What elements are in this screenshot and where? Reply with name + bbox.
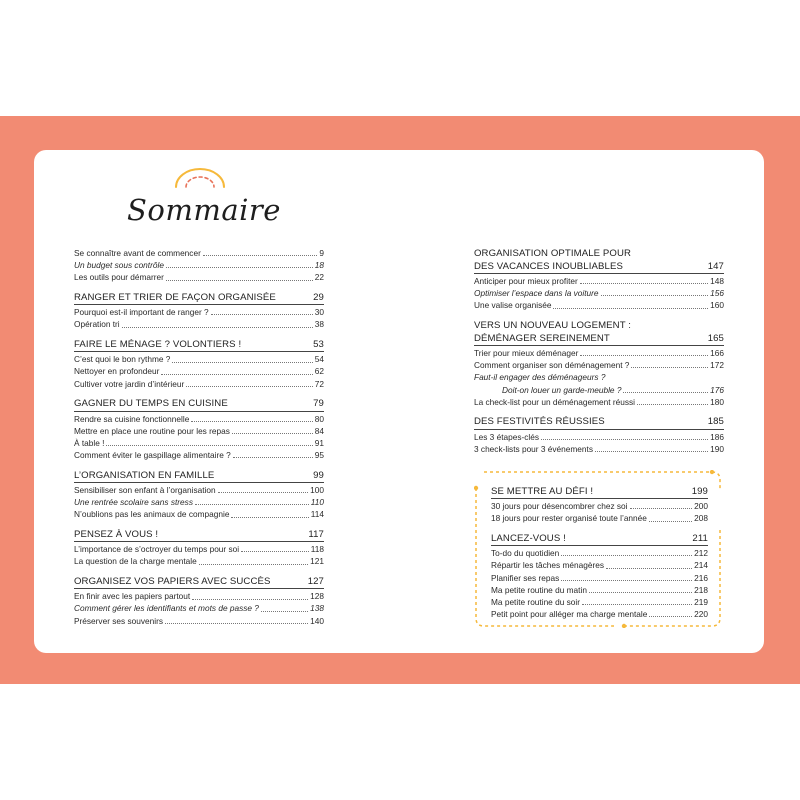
- toc-entry: [74, 437, 324, 449]
- dot-leader: [166, 280, 313, 281]
- challenge-box: [474, 470, 722, 628]
- page-number: 9: [319, 247, 324, 258]
- dot-leader: [241, 551, 309, 552]
- section-heading-line1: VERS UN NOUVEAU LOGEMENT :: [474, 320, 632, 332]
- entry-title: L’importance de s’octroyer du temps pour soi: [74, 544, 240, 555]
- page-number: 147: [707, 260, 724, 272]
- toc-right-column: [474, 248, 724, 455]
- entry-title: Ma petite routine du soir: [491, 596, 581, 607]
- dot-leader: [637, 404, 708, 405]
- toc-entry: [491, 512, 708, 524]
- entry-title: Optimiser l’espace dans la voiture: [474, 288, 599, 299]
- entry-title: Comment organiser son déménagement ?: [474, 360, 630, 371]
- toc-entry: [74, 496, 324, 508]
- page-number: 114: [310, 509, 324, 520]
- page-number: 62: [314, 366, 324, 377]
- toc-entry: [491, 608, 708, 620]
- dot-leader: [580, 355, 708, 356]
- dot-leader: [606, 568, 692, 569]
- entry-title: La question de la charge mentale: [74, 556, 197, 567]
- section-heading-line2-row: [474, 333, 724, 347]
- dot-leader: [122, 327, 313, 328]
- page-number: 72: [314, 378, 324, 389]
- dot-leader: [580, 283, 708, 284]
- page-number: 84: [314, 425, 324, 436]
- section-heading: [74, 339, 324, 352]
- toc-section: [74, 521, 324, 568]
- dot-leader: [192, 599, 308, 600]
- toc-entry: [491, 596, 708, 608]
- toc-entry: [474, 359, 724, 371]
- section-heading-text: ORGANISEZ VOS PAPIERS AVEC SUCCÈS: [74, 575, 271, 587]
- page-number: 166: [710, 348, 724, 359]
- dot-leader: [261, 611, 308, 612]
- toc-entry: [474, 443, 724, 455]
- toc-entry: [74, 603, 324, 615]
- section-heading: [74, 576, 324, 589]
- dot-leader: [191, 421, 312, 422]
- toc-entry: [74, 318, 324, 330]
- page-number: 53: [313, 338, 324, 350]
- toc-section: [74, 390, 324, 461]
- entry-title: Doit-on louer un garde-meuble ?: [502, 384, 622, 395]
- section-heading: [491, 533, 708, 546]
- section-heading-line2-row: [474, 261, 724, 275]
- toc-entry: [74, 413, 324, 425]
- entry-title: Opération tri: [74, 319, 120, 330]
- toc-section: [491, 525, 708, 621]
- section-heading: [491, 486, 708, 499]
- toc-entry: [74, 484, 324, 496]
- entry-title: Cultiver votre jardin d’intérieur: [74, 378, 185, 389]
- page-title: Sommaire: [127, 193, 281, 227]
- dot-leader: [582, 604, 692, 605]
- toc-section: [474, 248, 724, 312]
- dot-leader: [166, 267, 313, 268]
- dot-leader: [195, 504, 309, 505]
- entry-title: Mettre en place une routine pour les repas: [74, 425, 230, 436]
- page-number: 216: [694, 572, 708, 583]
- toc-entry: [474, 287, 724, 299]
- toc-entry: [74, 555, 324, 567]
- section-heading: [74, 529, 324, 542]
- page-number: 118: [310, 544, 324, 555]
- dot-leader: [541, 439, 708, 440]
- toc-section: [74, 331, 324, 390]
- section-heading-text: PENSEZ À VOUS !: [74, 528, 159, 540]
- dot-leader: [165, 623, 308, 624]
- toc-entry: [74, 590, 324, 602]
- page-number: 38: [314, 319, 324, 330]
- toc-entry: [474, 347, 724, 359]
- page-number: 79: [313, 398, 324, 410]
- toc-entry: [474, 275, 724, 287]
- page-number: 99: [313, 469, 324, 481]
- entry-title: Se connaître avant de commencer: [74, 247, 201, 258]
- toc-entry: [474, 396, 724, 408]
- toc-entry: [474, 371, 724, 383]
- entry-title: 18 jours pour rester organisé toute l’année: [491, 513, 647, 524]
- toc-entry: [74, 247, 324, 259]
- page-number: 214: [694, 560, 708, 571]
- page-number: 219: [694, 596, 708, 607]
- page-number: 127: [307, 575, 324, 587]
- section-heading-text: GAGNER DU TEMPS EN CUISINE: [74, 398, 228, 410]
- toc-entry: [474, 299, 724, 311]
- dot-leader: [595, 451, 708, 452]
- dot-leader: [218, 492, 309, 493]
- page-number: 186: [710, 431, 724, 442]
- entry-title: 30 jours pour désencombrer chez soi: [491, 501, 628, 512]
- title-block: [125, 165, 285, 235]
- page-number: 208: [694, 513, 708, 524]
- toc-entry: [74, 353, 324, 365]
- dot-leader: [233, 457, 313, 458]
- page-number: 80: [314, 413, 324, 424]
- toc-entry: [74, 378, 324, 390]
- section-heading: [74, 470, 324, 483]
- toc-entry: [474, 384, 724, 396]
- section-heading: [474, 248, 724, 274]
- page-number: 218: [694, 584, 708, 595]
- section-heading: [474, 417, 724, 430]
- toc-entry: [491, 572, 708, 584]
- dot-leader: [649, 521, 692, 522]
- toc-entry: [491, 547, 708, 559]
- page-number: 91: [314, 437, 324, 448]
- dot-leader: [211, 314, 313, 315]
- dot-leader: [649, 616, 692, 617]
- page-number: 95: [314, 450, 324, 461]
- entry-title: Trier pour mieux déménager: [474, 348, 579, 359]
- dot-leader: [601, 295, 709, 296]
- section-heading-line1: ORGANISATION OPTIMALE POUR: [474, 248, 632, 259]
- dot-leader: [232, 433, 313, 434]
- page-number: 199: [691, 485, 708, 497]
- page-number: 54: [314, 354, 324, 365]
- dot-leader: [203, 255, 318, 256]
- page-number: 211: [692, 532, 708, 544]
- section-heading-text: DES FESTIVITÉS RÉUSSIES: [474, 416, 605, 428]
- entry-title: To-do du quotidien: [491, 548, 560, 559]
- section-heading-text: LANCEZ-VOUS !: [491, 532, 566, 544]
- toc-section: [491, 486, 708, 525]
- page-number: 30: [314, 307, 324, 318]
- decorative-arcs-icon: [170, 165, 230, 195]
- page-number: 220: [694, 609, 708, 620]
- entry-title: Une valise organisée: [474, 300, 552, 311]
- toc-entry: [74, 366, 324, 378]
- dot-leader: [553, 308, 708, 309]
- dot-leader: [589, 592, 692, 593]
- section-heading-text: L’ORGANISATION EN FAMILLE: [74, 469, 215, 481]
- entry-title: Planifier ses repas: [491, 572, 560, 583]
- page-number: 29: [313, 291, 324, 303]
- toc-entry: [474, 431, 724, 443]
- toc-section: [474, 312, 724, 408]
- entry-title: En finir avec les papiers partout: [74, 591, 191, 602]
- dot-leader: [631, 367, 708, 368]
- dot-leader: [630, 508, 693, 509]
- section-heading-line2: DES VACANCES INOUBLIABLES: [474, 260, 623, 272]
- toc-section: [474, 408, 724, 455]
- toc-entry: [74, 543, 324, 555]
- page-number: 18: [314, 260, 324, 271]
- section-gap: [474, 312, 724, 321]
- entry-title: Ma petite routine du matin: [491, 584, 587, 595]
- toc-entry: [491, 584, 708, 596]
- entry-title: 3 check-lists pour 3 événements: [474, 443, 593, 454]
- section-heading: [74, 398, 324, 411]
- entry-title: Comment gérer les identifiants et mots de passe ?: [74, 603, 259, 614]
- entry-title: Préserver ses souvenirs: [74, 615, 163, 626]
- page-number: 22: [314, 272, 324, 283]
- dot-leader: [231, 517, 308, 518]
- entry-title: Répartir les tâches ménagères: [491, 560, 604, 571]
- section-heading: [474, 320, 724, 346]
- toc-section: [74, 461, 324, 520]
- toc-entry: [74, 449, 324, 461]
- toc-entry: [74, 306, 324, 318]
- entry-title: Un budget sous contrôle: [74, 260, 164, 271]
- section-heading-text: RANGER ET TRIER DE FAÇON ORGANISÉE: [74, 291, 276, 303]
- entry-title: Anticiper pour mieux profiter: [474, 275, 578, 286]
- toc-entry: [74, 508, 324, 520]
- page-number: 128: [310, 591, 324, 602]
- page-number: 110: [310, 497, 324, 508]
- page-number: 138: [310, 603, 324, 614]
- entry-title: Petit point pour alléger ma charge mentale: [491, 609, 648, 620]
- toc-section: [74, 247, 324, 284]
- entry-title: N’oublions pas les animaux de compagnie: [74, 509, 230, 520]
- page-number: 160: [710, 300, 724, 311]
- entry-title: Faut-il engager des déménageurs ?: [474, 372, 606, 383]
- page-number: 176: [710, 384, 724, 395]
- page-number: 190: [710, 443, 724, 454]
- entry-title: La check-list pour un déménagement réussi: [474, 396, 635, 407]
- page-number: 100: [310, 484, 324, 495]
- dot-leader: [106, 445, 312, 446]
- section-heading: [74, 292, 324, 305]
- dot-leader: [161, 374, 312, 375]
- page-number: 156: [710, 288, 724, 299]
- dot-leader: [186, 386, 313, 387]
- toc-entry: [74, 425, 324, 437]
- section-heading-text: SE METTRE AU DÉFI !: [491, 485, 594, 497]
- dot-leader: [561, 580, 692, 581]
- entry-title: Une rentrée scolaire sans stress: [74, 497, 193, 508]
- toc-entry: [74, 615, 324, 627]
- section-heading-line2: DÉMÉNAGER SEREINEMENT: [474, 332, 610, 344]
- toc-entry: [74, 271, 324, 283]
- toc-section: [74, 568, 324, 627]
- page-number: 121: [310, 556, 324, 567]
- page-number: 200: [694, 501, 708, 512]
- entry-title: Rendre sa cuisine fonctionnelle: [74, 413, 190, 424]
- toc-left-column: [74, 247, 324, 627]
- page-number: 212: [694, 548, 708, 559]
- toc-section: [74, 284, 324, 331]
- entry-title: Comment éviter le gaspillage alimentaire ?: [74, 450, 231, 461]
- entry-title: Sensibiliser son enfant à l’organisation: [74, 484, 216, 495]
- page-number: 140: [310, 615, 324, 626]
- toc-entry: [491, 500, 708, 512]
- entry-title: Les 3 étapes-clés: [474, 431, 540, 442]
- entry-title: Nettoyer en profondeur: [74, 366, 160, 377]
- page-number: 185: [707, 416, 724, 428]
- page-number: 180: [710, 396, 724, 407]
- challenge-box-content: [491, 486, 708, 620]
- dot-leader: [199, 564, 308, 565]
- toc-entry: [74, 259, 324, 271]
- dot-leader: [561, 555, 692, 556]
- section-heading-text: FAIRE LE MÉNAGE ? VOLONTIERS !: [74, 338, 242, 350]
- dot-leader: [623, 392, 708, 393]
- entry-title: Les outils pour démarrer: [74, 272, 164, 283]
- page-number: 117: [308, 528, 324, 540]
- toc-entry: [491, 559, 708, 571]
- page-number: 172: [710, 360, 724, 371]
- entry-title: C’est quoi le bon rythme ?: [74, 354, 171, 365]
- entry-title: Pourquoi est-il important de ranger ?: [74, 307, 209, 318]
- page-number: 165: [707, 332, 724, 344]
- page-number: 148: [710, 275, 724, 286]
- dot-leader: [172, 362, 312, 363]
- entry-title: À table !: [74, 437, 105, 448]
